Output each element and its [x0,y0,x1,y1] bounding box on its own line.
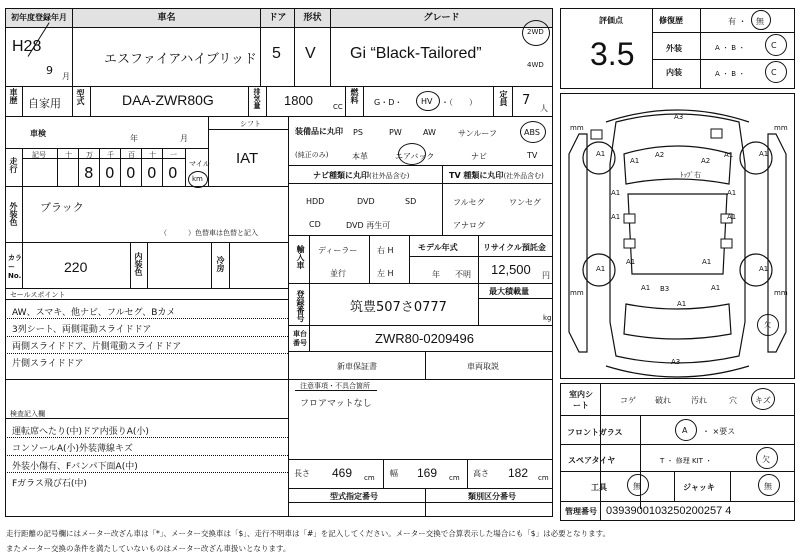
color-no-value: 220 [64,259,88,275]
damage-label-8: A1 [727,189,737,197]
tv-analog: アナログ [453,221,485,230]
usage-value: 自家用 [28,97,61,110]
import-dealer: ディーラー [318,246,358,255]
model-year-year: 年 [432,270,440,279]
category-label: 類別区分番号 [468,492,516,501]
color-note: （ ）色替車は色替と記入 [160,229,258,237]
color-no-label: カラーNo. [8,254,22,280]
damage-label-18: A1 [711,284,721,292]
tv-oneseg: ワンセグ [509,198,541,207]
equip-abs: ABS [524,128,540,137]
exterior-label: 外装 [666,44,682,53]
interior-options: A ・ B ・ [715,70,746,78]
equip-aw: AW [423,128,436,137]
mileage-digit-2: 0 [105,164,115,182]
sales-point-4: 片側スライドドア [12,359,84,369]
navi-dvd-play: DVD 再生可 [346,221,391,230]
fuel-options: G・D・ [374,98,403,107]
score-label: 評価点 [599,16,623,25]
missing-label: 欠 [764,321,771,329]
door-count: 5 [272,45,281,62]
drive-2wd: 2WD [527,28,544,36]
damage-label-3: A1 [630,157,640,165]
equip-sunroof: サンルーフ [458,129,497,138]
sales-points-label: セールスポイント [10,291,66,299]
max-load-label: 最大積載量 [489,287,529,296]
length-label: 長さ [294,469,310,478]
inspector-note-1: 運転席へたり(中)ドア内張りA(小) [12,427,149,437]
seat-opt-tear: 破れ [655,396,671,405]
mileage-digit-1: 8 [84,164,94,182]
model-label: 型式 [76,89,85,105]
inspector-notes-label: 検査記入欄 [10,410,45,418]
seat-opt-dirt: 汚れ [691,396,707,405]
notes-value: フロアマットなし [300,399,372,409]
fuel-label: 燃料 [350,88,359,104]
interior-seat-label: 室内シート [569,390,593,410]
navi-sd: SD [405,197,417,206]
exterior-selected: C [771,41,777,50]
first-reg-month: 9 [46,64,53,77]
color-value: ブラック [40,201,84,214]
mm-left-top: mm [570,124,584,132]
height-unit: cm [538,474,549,482]
damage-label-12: B3 [660,285,670,293]
import-parallel: 並行 [330,269,346,278]
registration-label: 登録番号 [296,290,305,322]
color-label: 外装色 [9,202,18,226]
tv-type-sub: (社外品含む) [503,172,544,180]
inspector-note-2: コンソールA(小)外装薄線キズ [12,444,133,454]
sales-point-3: 両側スライドドア、片側電動スライドドア [12,342,182,352]
sales-point-2: 3列シート、両側電動スライドドア [12,325,152,335]
mileage-digit-3: 0 [126,164,136,182]
displacement-value: 1800 [284,93,313,108]
damage-label-2: A1 [759,150,769,158]
equip-tv: TV [527,151,538,160]
grade-value: Gi “Black-Tailored” [350,45,482,62]
jack-label: ジャッキ [683,483,715,492]
notes-label: 注意事項・不具合箇所 [300,382,370,390]
equip-navi: ナビ [471,152,487,161]
spare-tire-selected: 欠 [762,455,770,464]
inspection-year: 年 [130,134,138,143]
shift-label: シフト [240,120,261,128]
chassis-label: 車台番号 [293,330,307,347]
mileage-col-4: 百 [128,151,135,159]
car-name-header: 車名 [73,9,260,27]
damage-label-10: A1 [727,213,737,221]
navi-type-label [313,170,409,181]
fuel-other: ・（ ） [441,98,477,107]
mileage-col-0: 記号 [32,151,46,159]
equip-pw: PW [389,128,402,137]
capacity-unit: 人 [540,104,548,113]
damage-label-14: A3 [671,358,681,366]
aircon-label: 冷房 [216,256,225,272]
damage-label-19: A1 [677,300,687,308]
mileage-label: 走行 [9,157,18,173]
footer-line-2: またメーター交換の条件を満たしていないものはメーター改ざん車扱いとなります。 [6,544,291,553]
seat-opt-hole: 穴 [729,396,737,405]
width-unit: cm [449,474,460,482]
management-value: 0393900103250200257 4 [606,505,732,517]
shape-value: V [305,45,316,62]
import-right-h: 右 H [377,246,394,255]
width-label: 幅 [390,469,398,478]
manual-label: 車両取説 [467,362,499,371]
repair-label: 修復歴 [659,16,683,25]
fuel-selected: HV [421,97,433,106]
damage-label-15: A1 [626,258,636,266]
navi-type-title: ナビ種類に丸印 [313,171,369,180]
damage-label-16: A1 [702,258,712,266]
windshield-options: ・ ×要ス [702,427,736,436]
equipment-sub: (純正のみ) [295,151,329,159]
mileage-col-3: 千 [107,151,114,159]
seat-opt-burn: コゲ [620,396,636,405]
damage-label-1: A1 [596,150,606,158]
kg-unit: kg [543,314,552,322]
interior-selected: C [771,68,777,77]
equip-airbag: エアバック [395,152,435,161]
management-label: 管理番号 [565,507,597,516]
tv-type-label [449,170,544,181]
damage-label-17: A1 [641,284,651,292]
chassis-value: ZWR80-0209496 [375,331,474,346]
registration-value: 筑豊507さ0777 [350,300,447,315]
navi-cd: CD [309,220,321,229]
equip-ps: PS [353,128,363,137]
car-diagram-svg [561,94,794,378]
damage-label-13: A1 [759,265,769,273]
displacement-label: 排気量 [253,88,261,109]
yen-unit: 円 [542,271,550,280]
length-unit: cm [364,474,375,482]
spare-tire-label: スペアタイヤ [568,456,616,465]
interior-color-label: 内装色 [134,252,143,276]
first-reg-header: 初年度登録年月 [6,9,72,27]
height-label: 高さ [473,469,489,478]
capacity-value: 7 [522,93,531,108]
damage-label-9: A1 [611,213,621,221]
height-value: 182 [508,466,529,480]
km-unit: km [192,175,203,183]
usage-label: 車歴 [9,88,18,104]
width-value: 169 [417,466,438,480]
model-year-unknown: 不明 [455,270,471,279]
interior-label: 内装 [666,68,682,77]
repair-options: 有 ・ [728,17,747,26]
windshield-label: フロントガラス [567,428,623,437]
length-value: 469 [332,466,353,480]
inspection-label: 車検 [30,129,46,138]
grade-header: グレード [331,9,552,27]
month-unit: 月 [62,72,70,81]
damage-label-0: A3 [674,113,684,121]
cc-unit: CC [333,103,343,111]
type-designation-label: 型式指定番号 [330,492,378,501]
recycle-label: リサイクル預託金 [483,243,546,252]
navi-type-sub: (社外品含む) [369,172,410,180]
damage-label-11: A1 [596,265,606,273]
import-label: 輸入車 [296,245,305,269]
mileage-digit-5: 0 [168,164,178,182]
inspector-note-4: Fガラス飛び石(中) [12,479,87,489]
mileage-digit-4: 0 [147,164,157,182]
mm-right-bottom: mm [774,289,788,297]
equip-leather: 本革 [352,152,368,161]
warranty-label: 新車保証書 [337,362,377,371]
navi-hdd: HDD [306,197,325,206]
mm-left-bottom: mm [570,289,584,297]
mileage-col-1: 十 [65,151,72,159]
mileage-col-2: 万 [86,151,93,159]
repair-selected: 無 [756,17,764,26]
tools-label: 工具 [591,483,607,492]
sales-point-1: AW、スマキ、他ナビ、フルセグ、Bカメ [12,308,176,318]
first-reg-year: H28 [12,38,42,55]
model-value: DAA-ZWR80G [122,92,214,108]
jack-selected: 無 [764,482,772,491]
score-value: 3.5 [590,36,635,72]
equipment-label: 装備品に丸印 [295,127,343,136]
inspection-month: 月 [180,134,188,143]
diagram-centre-note: ﾄｯﾌﾟ右 [680,171,701,179]
car-name-value: エスファイアハイブリッド [104,52,257,67]
footer-line-1: 走行距離の記号欄にはメーター改ざん車は「*」、メーター交換車は「$」、走行不明車は「#」を記入してください。メーター交換で合算表示した場合にも「$」は必要となります。 [6,529,610,538]
recycle-amount: 12,500 [491,262,531,277]
damage-label-6: A2 [701,157,711,165]
spare-tire-options: T ・ 修理 KIT ・ [660,457,713,465]
mileage-col-6: 一 [170,151,177,159]
door-header: ドア [261,9,294,27]
windshield-selected: A [682,426,688,435]
tv-fullseg: フルセグ [453,198,485,207]
mile-unit: マイル [189,160,210,168]
damage-label-7: A1 [611,189,621,197]
seat-selected: キズ [755,396,771,405]
import-left-h: 左 H [377,269,394,278]
damage-label-5: A1 [724,151,734,159]
mileage-col-5: 十 [149,151,156,159]
mm-right-top: mm [774,124,788,132]
inspector-note-3: 外装小傷有、Fバンパ下面A(中) [12,462,138,472]
tools-selected: 無 [633,482,641,491]
shift-value: IAT [236,150,259,167]
capacity-label: 定員 [499,90,508,106]
shape-header: 形状 [295,9,330,27]
exterior-options: A ・ B ・ [715,44,746,52]
tv-type-title: TV 種類に丸印 [449,171,504,180]
damage-label-4: A2 [655,151,665,159]
drive-4wd: 4WD [527,61,544,69]
navi-dvd: DVD [357,197,375,206]
model-year-label: モデル年式 [418,243,458,252]
